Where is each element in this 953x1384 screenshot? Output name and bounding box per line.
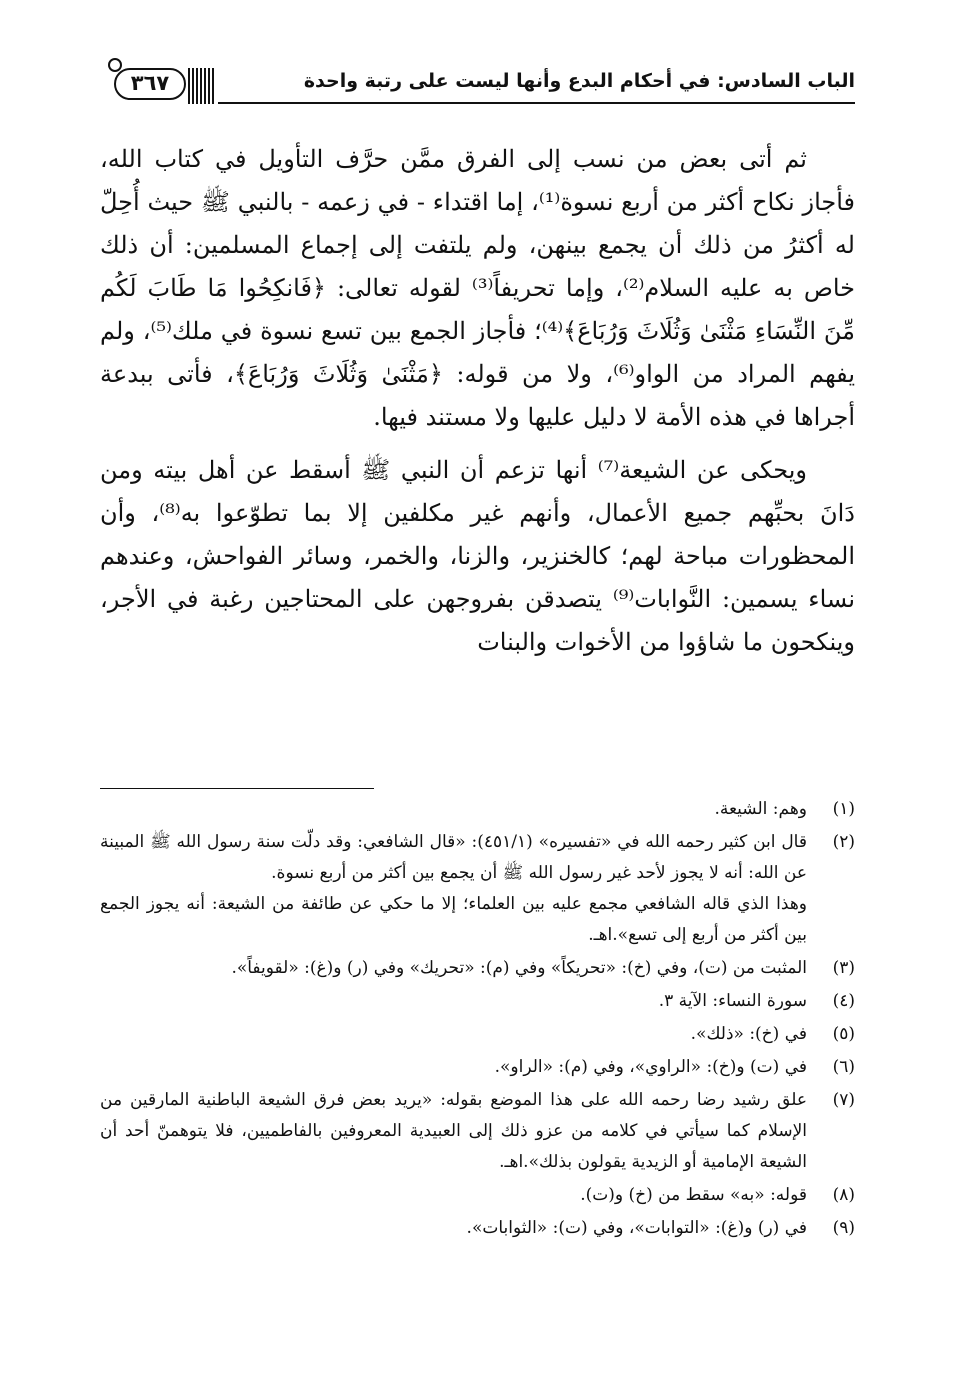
footnote-number: (١) [832,799,855,819]
footnote [100,1213,855,1244]
footnote-number: (٢) [832,832,855,852]
footnotes [100,794,855,1246]
page-number-badge [114,68,186,100]
chapter-title: الباب السادس: في أحكام البدع وأنها ليست على رتبة واحدة [303,70,855,92]
footnote-text: قال ابن كثير رحمه الله في «تفسيره» (٤٥١/١): «قال الشافعي: وقد دلّت سنة رسول الله ﷺ المبينة عن الله: أنه لا يجوز لأحد غير رسول الله ﷺ أن يجمع بين أكثر من أربع نسوة. [100,832,807,883]
footnote-text: علق رشيد رضا رحمه الله على هذا الموضع بقوله: «يريد بعض فرق الشيعة الباطنية المارقين من الإسلام كما سيأتي في كلامه من عزو ذلك إلى العبيدية المعروفين بالفاطميين، فلا يتوهمنّ أحد أن الشيعة الإمامية أو الزيدية يقولون بذلك».اهـ. [100,1090,807,1172]
footnote [100,953,855,984]
footnote [100,827,855,951]
running-header [100,52,855,108]
header-rule [218,102,855,104]
footnote-text: قوله: «به» سقط من (خ) و(ت). [580,1185,807,1205]
footnote [100,1180,855,1211]
footnote-separator [100,788,374,789]
footnote-text: وهم: الشيعة. [714,799,807,819]
badge-ornament-icon [108,58,122,72]
footnote-number: (٤) [832,991,855,1011]
footnote [100,794,855,825]
footnote-number: (٨) [832,1185,855,1205]
footnote [100,986,855,1017]
footnote [100,1052,855,1083]
footnote-number: (٧) [832,1090,855,1110]
footnote-number: (٥) [832,1024,855,1044]
header-stripes-ornament [188,68,214,104]
footnote-text: في (ت) و(خ): «الراوي»، وفي (م): «الراو». [494,1057,807,1077]
footnote [100,1085,855,1178]
paragraph: ويحكى عن الشيعة⁽⁷⁾ أنها تزعم أن النبي ﷺ أسقط عن أهل بيته ومن دَانَ بحبِّهم جميع الأعمال، وأنهم غير مكلفين إلا بما تطوّعوا به⁽⁸⁾، وأن المحظورات مباحة لهم؛ كالخنزير، والزنا، والخمر، وسائر الفواحش، وعندهم نساء يسمين: النَّوابات⁽⁹⁾ يتصدقن بفروجهن على المحتاجين رغبة في الأجر، وينكحون ما شاؤوا من الأخوات والبنات [100,456,855,656]
paragraph: ثم أتى بعض من نسب إلى الفرق ممَّن حرَّف التأويل في كتاب الله، فأجاز نكاح أكثر من أربع نسوة⁽¹⁾، إما اقتداء - في زعمه - بالنبي ﷺ حيث أُحِلّ له أكثرُ من ذلك أن يجمع بينهن، ولم يلتفت إلى إجماع المسلمين: أن ذلك خاص به عليه السلام⁽²⁾، وإما تحريفاً⁽³⁾ لقوله تعالى: ﴿فَانكِحُوا مَا طَابَ لَكُم مِّنَ النِّسَاءِ مَثْنَىٰ وَثُلَاثَ وَرُبَاعَ﴾⁽⁴⁾؛ فأجاز الجمع بين تسع نسوة في ملك⁽⁵⁾، ولم يفهم المراد من الواو⁽⁶⁾، ولا من قوله: ﴿مَثْنَىٰ وَثُلَاثَ وَرُبَاعَ﴾، فأتى ببدعة أجراها في هذه الأمة لا دليل عليها ولا مستند فيها. [100,145,856,431]
footnote-text: في (ر) و(غ): «التوابات»، وفي (ت): «الثوابات». [466,1218,807,1238]
footnote [100,1019,855,1050]
footnote-text: المثبت من (ت)، وفي (خ): «تحريكاً» وفي (م): «تحريك» وفي (ر) و(غ): «لقويفاً». [231,958,807,978]
main-text [100,138,855,674]
page-number: ٣٦٧ [130,71,170,95]
footnote-number: (٦) [832,1057,855,1077]
footnote-number: (٣) [832,958,855,978]
footnote-number: (٩) [832,1218,855,1238]
footnote-text: سورة النساء: الآية ٣. [658,991,807,1011]
footnote-text: في (خ): «ذلك». [690,1024,807,1044]
footnote-text-continued: وهذا الذي قاله الشافعي مجمع عليه بين العلماء؛ إلا ما حكي عن طائفة من الشيعة: أنه يجوز الجمع بين أكثر من أربع إلى تسع».اهـ. [100,894,807,945]
